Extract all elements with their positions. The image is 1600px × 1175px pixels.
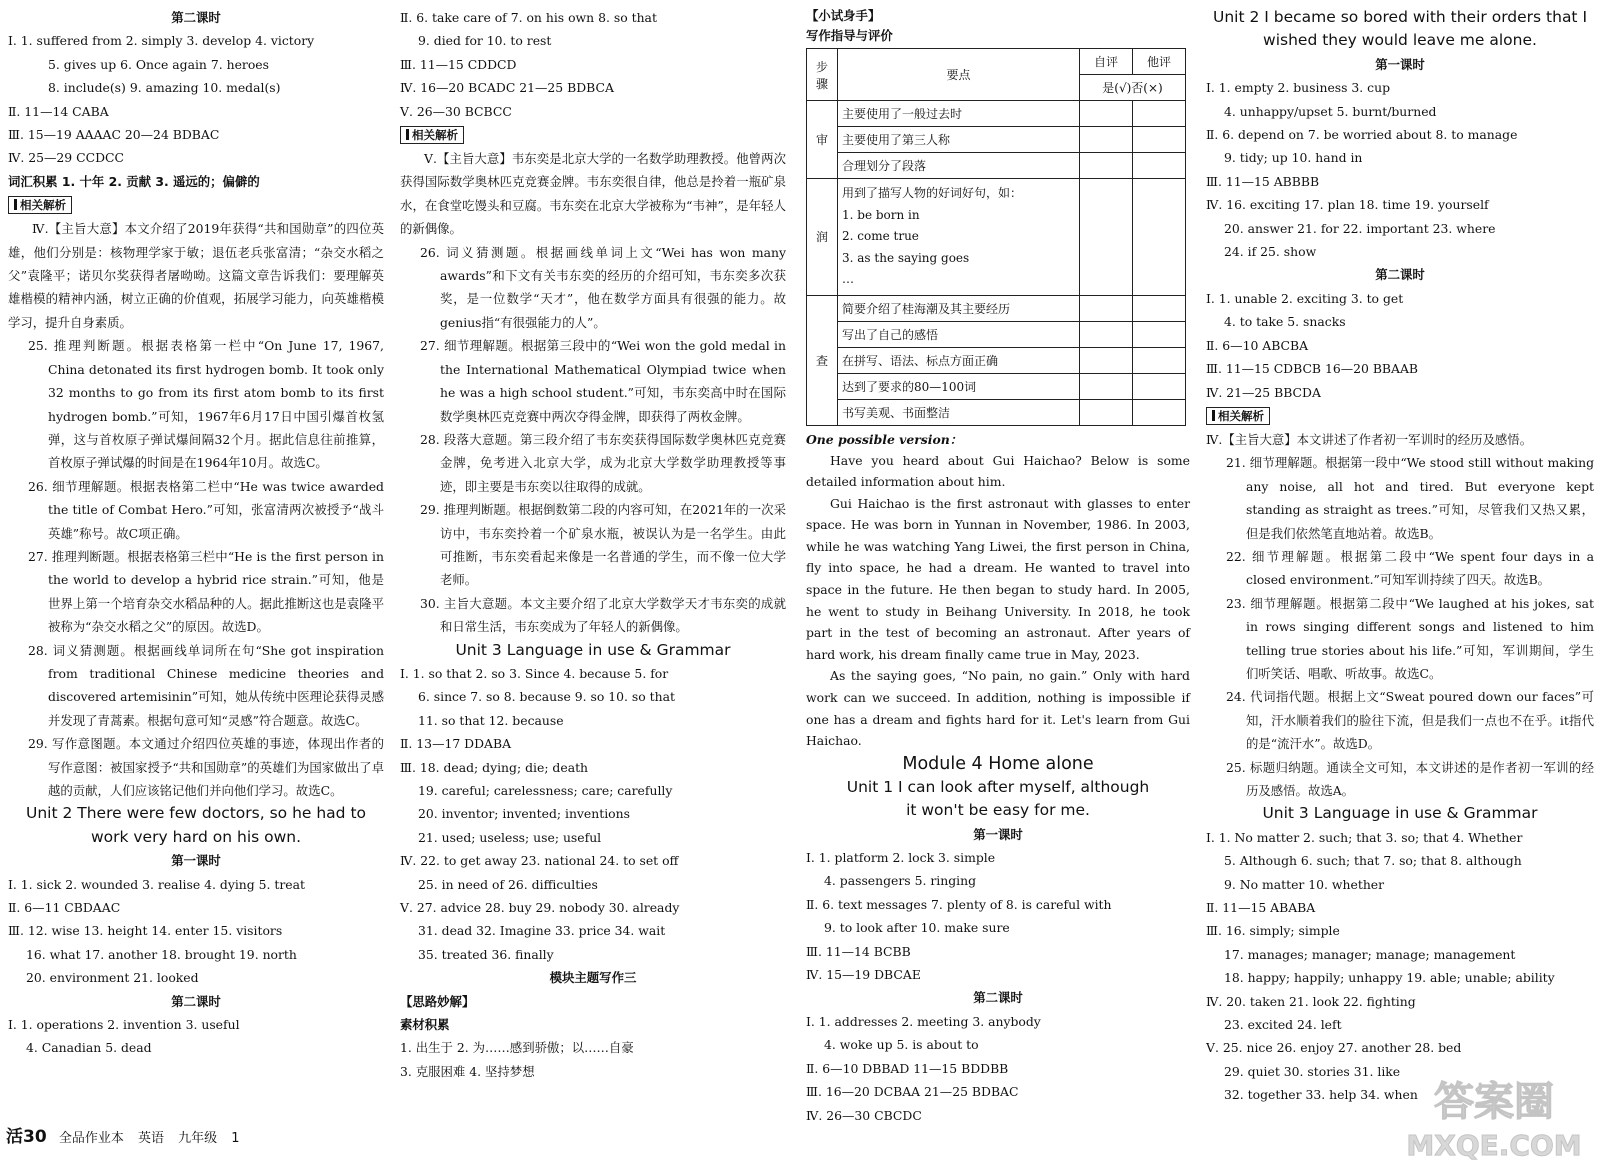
- essay-paragraph: Have you heard about Gui Haichao? Below is some detailed information about him.: [806, 452, 1190, 490]
- analysis-item: 29. 推理判断题。根据倒数第二段的内容可知，在2021年的一次采访中，韦东奕拎着一个矿泉水瓶，被误认为是一名学生。由此可推断，韦东奕看起来像是一名普通的学生，而不像一位大学老师。: [420, 502, 786, 588]
- lesson-title: 第一课时: [1375, 56, 1425, 72]
- unit-title: Unit 2 I became so bored with their orders that I: [1212, 8, 1588, 26]
- answer-line: 17. manages; manager; manage; management: [1224, 946, 1516, 962]
- point-row: 2. come true: [842, 229, 919, 243]
- header-step: 步骤: [807, 49, 838, 101]
- answer-line: Ⅰ. 1. unable 2. exciting 3. to get: [1206, 290, 1404, 306]
- answer-line: Ⅰ. 1. platform 2. lock 3. simple: [806, 850, 996, 866]
- analysis-item: 27. 推理判断题。根据表格第三栏中“He is the first person in the world to develop a hybrid rice strain.”可知，他是世界上第一个培育杂交水稻品种的人。据此推断这也是袁隆平被称为“杂交水稻之父”的原因。故选D。: [28, 548, 384, 635]
- analysis-tag: 相关解析: [1206, 407, 1270, 425]
- analysis-item: 28. 段落大意题。第三段介绍了韦东奕获得国际数学奥林匹克竞赛金牌，免考进入北京大学，成为北京大学数学助理教授等事迹，即主要是韦东奕以往取得的成就。: [420, 431, 786, 494]
- point-row: 主要使用了第三人称: [838, 127, 1080, 153]
- answer-line: 16. what 17. another 18. brought 19. north: [26, 946, 297, 962]
- point-row: …: [842, 272, 854, 286]
- answer-line: 5. Although 6. such; that 7. so; that 8. although: [1224, 853, 1522, 869]
- analysis-item: 29. 写作意图题。本文通过介绍四位英雄的事迹，体现出作者的写作意图：被国家授予“共和国勋章”的英雄们为国家做出了卓越的贡献，人们应该铭记他们并向他们学习。故选C。: [28, 736, 384, 798]
- answer-line: 23. excited 24. left: [1224, 1017, 1342, 1033]
- page-footer: [6, 1122, 250, 1147]
- lesson-title: 第一课时: [973, 826, 1023, 842]
- answer-line: 31. dead 32. Imagine 33. price 34. wait: [418, 923, 666, 939]
- column-3: [806, 6, 1190, 1127]
- answer-line: 4. woke up 5. is about to: [824, 1037, 979, 1053]
- answer-line: 29. quiet 30. stories 31. like: [1224, 1063, 1401, 1079]
- writing-title: 模块主题写作三: [549, 970, 637, 986]
- answer-line: Ⅱ. 13—17 DDABA: [400, 736, 512, 752]
- unit-title: Unit 1 I can look after myself, although: [846, 777, 1150, 796]
- step-label: 查: [807, 295, 838, 425]
- answer-line: Ⅳ. 25—29 CCDCC: [8, 150, 124, 166]
- answer-line: 25. in need of 26. difficulties: [418, 876, 598, 892]
- header-yesno: 是(√)否(×): [1080, 75, 1186, 101]
- unit-title-line2: it won't be easy for me.: [906, 801, 1090, 820]
- analysis-summary: Ⅳ.【主旨大意】本文介绍了2019年获得“共和国勋章”的四位英雄，他们分别是：核物理学家于敏；退伍老兵张富清；“杂交水稻之父”袁隆平；诺贝尔奖获得者屠呦呦。这篇文章告诉我们：要理解英雄楷模的精神内涵，树立正确的价值观，拓展学习能力，向英雄楷模学习，提升自身素质。: [8, 221, 384, 330]
- subject: 英语: [137, 1131, 164, 1146]
- answer-line: 11. so that 12. because: [418, 712, 564, 728]
- answer-line: Ⅱ. 11—14 CABA: [8, 103, 109, 119]
- answer-line: Ⅰ. 1. No matter 2. such; that 3. so; that 4. Whether: [1206, 829, 1523, 845]
- answer-line: Ⅳ. 20. taken 21. look 22. fighting: [1206, 993, 1416, 1009]
- answer-line: 4. to take 5. snacks: [1224, 314, 1346, 330]
- answer-line: 8. include(s) 9. amazing 10. medal(s): [48, 80, 281, 96]
- analysis-tag: 相关解析: [8, 196, 72, 214]
- answer-line: Ⅲ. 15—19 AAAAC 20—24 BDBAC: [8, 127, 220, 143]
- column-2: [400, 6, 786, 1083]
- answer-line: 9. No matter 10. whether: [1224, 876, 1385, 892]
- answer-line: Ⅱ. 6—10 DBBAD 11—15 BDDBB: [806, 1060, 1009, 1076]
- analysis-item: 25. 推理判断题。根据表格第一栏中“On June 17, 1967, China detonated its first hydrogen bomb. It took only 32 months to go from its first atom bomb to its first hydrogen bomb.”可知，1967年6月17日中国引爆首枚氢弹，这与首枚原子弹试爆间隔32个月。据此信息往前推算，首枚原子弹试爆的时间是在1964年10月。故选C。: [28, 338, 384, 471]
- answer-line: Ⅰ. 1. so that 2. so 3. Since 4. because 5. for: [400, 665, 669, 681]
- material-heading: 素材积累: [400, 1017, 450, 1033]
- material-line: 1. 出生于 2. 为……感到骄傲；以……自豪: [400, 1040, 634, 1056]
- answer-line: 6. since 7. so 8. because 9. so 10. so that: [418, 689, 675, 705]
- material-line: 3. 克服困难 4. 坚持梦想: [400, 1063, 535, 1079]
- lesson-title: 第二课时: [171, 993, 221, 1009]
- unit-title: Unit 3 Language in use & Grammar: [455, 640, 731, 659]
- vocab-line: 词汇积累 1. 十年 2. 贡献 3. 遥远的；偏僻的: [8, 173, 260, 189]
- header-points: 要点: [838, 49, 1080, 101]
- volume: 1: [231, 1131, 240, 1146]
- answer-line: Ⅳ. 21—25 BBCDA: [1206, 384, 1321, 400]
- watermark-text: 答案圈: [1434, 1079, 1554, 1125]
- step-label: 润: [807, 179, 838, 296]
- answer-line: Ⅱ. 6. text messages 7. plenty of 8. is careful with: [806, 896, 1112, 912]
- point-row: 1. be born in: [842, 207, 920, 222]
- evaluation-table: [806, 48, 1186, 426]
- answer-line: 20. environment 21. looked: [26, 970, 199, 986]
- watermark-url: MXQE.COM: [1406, 1129, 1582, 1162]
- point-row: 在拼写、语法、标点方面正确: [838, 347, 1080, 373]
- lesson-title: 第二课时: [973, 990, 1023, 1006]
- analysis-item: 26. 细节理解题。根据表格第二栏中“He was twice awarded the title of Combat Hero.”可知，张富清两次被授予“战斗英雄”称号。故C项正确。: [28, 478, 384, 541]
- analysis-item: 23. 细节理解题。根据第二段中“We laughed at his jokes, sat in rows singing different songs and listened to him telling true stories about his life.”可知，军训期间，学生们听笑话、唱歌、听故事。故选C。: [1226, 595, 1594, 681]
- answer-line: Ⅳ. 15—19 DBCAE: [806, 967, 921, 983]
- answer-line: Ⅰ. 1. operations 2. invention 3. useful: [8, 1017, 240, 1033]
- answer-line: Ⅰ. 1. suffered from 2. simply 3. develop 4. victory: [8, 33, 315, 49]
- answer-line: Ⅴ. 25. nice 26. enjoy 27. another 28. bed: [1206, 1040, 1462, 1056]
- module-title: Module 4 Home alone: [902, 753, 1094, 774]
- answer-line: Ⅳ. 16—20 BCADC 21—25 BDBCA: [400, 80, 614, 96]
- answer-line: Ⅱ. 6. depend on 7. be worried about 8. to manage: [1206, 127, 1518, 143]
- answer-line: Ⅱ. 11—15 ABABA: [1206, 900, 1316, 916]
- analysis-item: 30. 主旨大意题。本文主要介绍了北京大学数学天才韦东奕的成就和日常生活，韦东奕成为了年轻人的新偶像。: [420, 595, 786, 635]
- answer-line: 9. tidy; up 10. hand in: [1224, 150, 1363, 166]
- answer-line: Ⅲ. 16—20 DCBAA 21—25 BDBAC: [806, 1084, 1019, 1100]
- answer-line: Ⅲ. 11—15 CDBCB 16—20 BBAAB: [1206, 361, 1419, 377]
- analysis-summary: Ⅴ.【主旨大意】韦东奕是北京大学的一名数学助理教授。他曾两次获得国际数学奥林匹克竞赛金牌。韦东奕很自律，他总是拎着一瓶矿泉水，在食堂吃馒头和豆腐。韦东奕在北京大学被称为“韦神”，是年轻人的新偶像。: [400, 151, 786, 237]
- answer-line: Ⅲ. 11—14 BCBB: [806, 943, 911, 959]
- answer-line: 21. used; useless; use; useful: [418, 829, 602, 845]
- answer-line: Ⅲ. 12. wise 13. height 14. enter 15. visitors: [8, 923, 283, 939]
- header-peer: 他评: [1133, 49, 1186, 75]
- answer-line: 35. treated 36. finally: [418, 946, 554, 962]
- guide-heading: 写作指导与评价: [806, 28, 893, 43]
- analysis-summary: Ⅳ.【主旨大意】本文讲述了作者初一军训时的经历及感悟。: [1206, 431, 1533, 447]
- answer-line: Ⅲ. 18. dead; dying; die; death: [400, 759, 589, 775]
- answer-line: Ⅰ. 1. addresses 2. meeting 3. anybody: [806, 1013, 1041, 1029]
- answer-line: Ⅱ. 6—10 ABCBA: [1206, 337, 1309, 353]
- answer-line: Ⅲ. 11—15 ABBBB: [1206, 173, 1320, 189]
- answer-line: Ⅳ. 22. to get away 23. national 24. to set off: [400, 853, 679, 869]
- unit-title: Unit 2 There were few doctors, so he had to: [25, 804, 367, 823]
- answer-line: 24. if 25. show: [1224, 244, 1317, 260]
- answer-line: 20. inventor; invented; inventions: [418, 806, 630, 822]
- analysis-tag: 相关解析: [400, 126, 464, 144]
- point-cell-multi: [838, 179, 1080, 296]
- grade: 九年级: [178, 1131, 218, 1146]
- try-tag: 【小试身手】: [806, 8, 881, 23]
- analysis-item: 26. 词义猜测题。根据画线单词上文“Wei has won many awards”和下文有关韦东奕的经历的介绍可知，韦东奕多次获奖，是一位数学“天才”，他在数学方面具有很强的能力。故genius指“有很强能力的人”。: [420, 244, 786, 330]
- answer-line: Ⅱ. 6—11 CBDAAC: [8, 900, 121, 916]
- answer-line: 9. to look after 10. make sure: [824, 920, 1010, 936]
- answer-line: 19. careful; carelessness; care; carefully: [418, 783, 673, 798]
- analysis-item: 25. 标题归纳题。通读全文可知，本文讲述的是作者初一军训的经历及感悟。故选A。: [1226, 759, 1594, 798]
- answer-line: 18. happy; happily; unhappy 19. able; unable; ability: [1224, 970, 1555, 986]
- answer-line: Ⅳ. 16. exciting 17. plan 18. time 19. yourself: [1206, 197, 1489, 213]
- point-row: 书写美观、书面整洁: [838, 399, 1080, 425]
- answer-line: 20. answer 21. for 22. important 23. where: [1224, 220, 1496, 236]
- analysis-item: 27. 细节理解题。根据第三段中的“Wei won the gold medal in the International Mathematical Olympiad twice when he was a high school student.”可知，韦东奕高中时在国际数学奥林匹克竞赛中两次夺得金牌，即获得了两枚金牌。: [420, 338, 786, 424]
- answer-line: 32. together 33. help 34. when: [1224, 1087, 1418, 1103]
- essay-paragraph: As the saying goes, “No pain, no gain.” Only with hard work can we succeed. In addition, nothing is impossible if one has a dream and fights hard for it. Let's learn from Gui Haichao.: [806, 668, 1190, 749]
- column-4: [1206, 6, 1594, 1107]
- analysis-item: 21. 细节理解题。根据第一段中“We stood still without making any noise, all hot and tired. But everyone kept standing as straight as trees.”可知，尽管我们又热又累，但是我们依然笔直地站着。故选B。: [1226, 455, 1594, 541]
- answer-line: 4. Canadian 5. dead: [26, 1040, 152, 1056]
- answer-line: Ⅰ. 1. sick 2. wounded 3. realise 4. dying 5. treat: [8, 876, 305, 892]
- book-name: 全品作业本: [58, 1131, 124, 1146]
- answer-line: Ⅳ. 26—30 CBCDC: [806, 1107, 922, 1123]
- page-number: 活30: [6, 1127, 47, 1147]
- lesson-title: 第一课时: [171, 853, 221, 869]
- unit-title-line2: work very hard on his own.: [90, 827, 302, 846]
- column-1: [8, 6, 384, 1060]
- answer-line: Ⅴ. 26—30 BCBCC: [400, 103, 512, 119]
- analysis-item: 22. 细节理解题。根据第二段中“We spent four days in a closed environment.”可知军训持续了四天。故选B。: [1226, 548, 1594, 588]
- step-label: 审: [807, 101, 838, 179]
- point-row: 主要使用了一般过去时: [838, 101, 1080, 127]
- lesson-title: 第二课时: [1375, 267, 1425, 283]
- answer-line: Ⅲ. 11—15 CDDCD: [400, 56, 517, 72]
- analysis-item: 24. 代词指代题。根据上文“Sweat poured down our faces”可知，汗水顺着我们的脸往下流，但是我们一点也不在乎。it指代的是“流汗水”。故选D。: [1226, 689, 1594, 752]
- watermark-logo: [1396, 1063, 1592, 1167]
- version-label: One possible version：: [806, 431, 963, 447]
- point-row: 3. as the saying goes: [842, 250, 970, 265]
- lesson-title: 第二课时: [171, 10, 221, 25]
- unit-title: Unit 3 Language in use & Grammar: [1262, 804, 1538, 823]
- answer-line: Ⅱ. 6. take care of 7. on his own 8. so that: [400, 10, 657, 25]
- answer-line: 5. gives up 6. Once again 7. heroes: [48, 56, 269, 72]
- point-row: 合理划分了段落: [838, 153, 1080, 179]
- answer-line: Ⅲ. 16. simply; simple: [1206, 923, 1340, 939]
- idea-tag: 【思路妙解】: [400, 993, 475, 1009]
- header-self: 自评: [1080, 49, 1133, 75]
- answer-line: Ⅴ. 27. advice 28. buy 29. nobody 30. already: [400, 900, 680, 916]
- analysis-item: 28. 词义猜测题。根据画线单词所在句“She got inspiration from traditional Chinese medicine theories and discovered artemisinin”可知，她从传统中医理论获得灵感并发现了青蒿素。根据句意可知“灵感”符合题意。故选C。: [28, 642, 384, 728]
- essay-paragraph: Gui Haichao is the first astronaut with glasses to enter space. He was born in Yunnan in November, 1986. In 2003, while he was watching Yang Liwei, the first person in China, fly into space, he had a dream. He wanted to travel into space in the future. He then began to study hard. In 2005, he went to study in Beihang University. In 2018, he took part in the test of becoming an astronaut. After years of hard work, his dream finally came true in May, 2023.: [806, 495, 1190, 662]
- point-row: 用到了描写人物的好词好句，如：: [842, 186, 1023, 200]
- point-row: 写出了自己的感悟: [838, 321, 1080, 347]
- answer-line: 4. passengers 5. ringing: [824, 873, 977, 889]
- unit-title-line2: wished they would leave me alone.: [1263, 31, 1537, 50]
- answer-line: 9. died for 10. to rest: [418, 33, 552, 49]
- point-row: 达到了要求的80—100词: [838, 373, 1080, 399]
- answer-line: Ⅰ. 1. empty 2. business 3. cup: [1206, 80, 1391, 96]
- point-row: 简要介绍了桂海潮及其主要经历: [838, 295, 1080, 321]
- answer-line: 4. unhappy/upset 5. burnt/burned: [1224, 103, 1437, 119]
